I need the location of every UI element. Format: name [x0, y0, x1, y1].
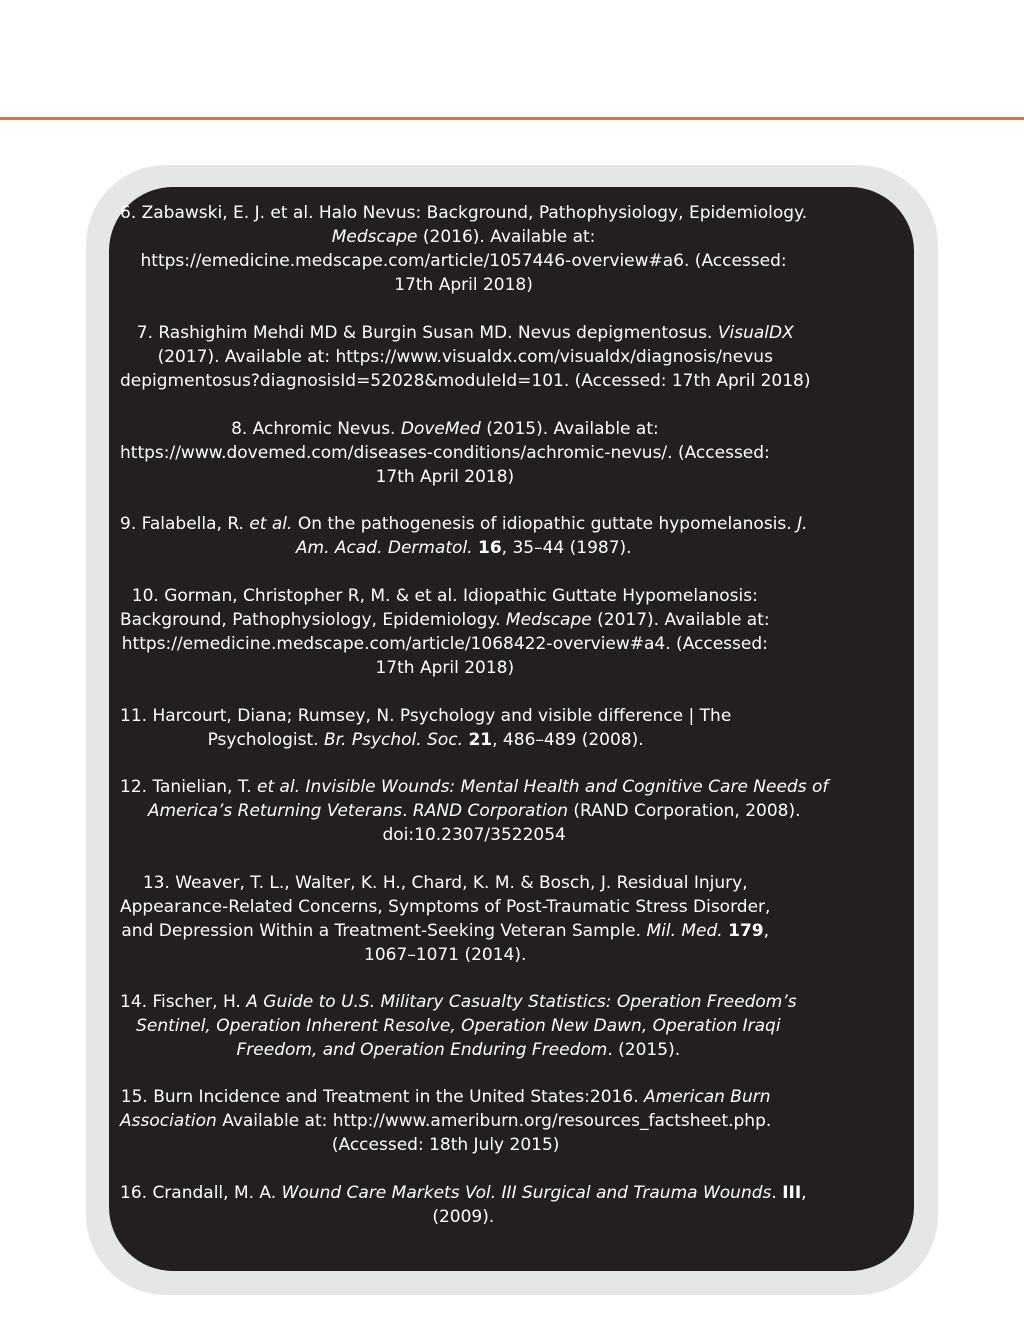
reference-line: https://emedicine.medscape.com/article/1057446-overview#a6. (Accessed:	[140, 251, 787, 271]
reference-item	[120, 775, 828, 847]
reference-line: 7. Rashighim Mehdi MD & Burgin Susan MD. Nevus depigmentosus. VisualDX	[136, 323, 794, 343]
reference-line: 16. Crandall, M. A. Wound Care Markets Vol. III Surgical and Trauma Wounds. III,	[120, 1183, 807, 1203]
reference-line: 17th April 2018)	[394, 275, 533, 295]
reference-item	[120, 871, 770, 967]
reference-line: Association Available at: http://www.ameriburn.org/resources_factsheet.php.	[120, 1111, 772, 1131]
reference-line: 17th April 2018)	[375, 658, 515, 678]
top-accent-rule	[0, 117, 1024, 120]
reference-line: 11. Harcourt, Diana; Rumsey, N. Psychology and visible difference | The	[120, 706, 732, 726]
reference-line: Sentinel, Operation Inherent Resolve, Operation New Dawn, Operation Iraqi	[136, 1016, 781, 1036]
reference-line: https://emedicine.medscape.com/article/1068422-overview#a4. (Accessed:	[121, 634, 768, 654]
reference-item	[120, 704, 731, 752]
reference-line: Background, Pathophysiology, Epidemiology. Medscape (2017). Available at:	[120, 610, 770, 630]
reference-line: 1067–1071 (2014).	[364, 945, 527, 965]
reference-item	[120, 584, 770, 680]
reference-item	[120, 321, 811, 393]
reference-item	[120, 512, 807, 560]
reference-item	[120, 1181, 807, 1229]
reference-line: 6. Zabawski, E. J. et al. Halo Nevus: Background, Pathophysiology, Epidemiology.	[120, 203, 808, 223]
reference-line: 9. Falabella, R. et al. On the pathogenesis of idiopathic guttate hypomelanosis. J.	[120, 514, 808, 534]
reference-line: 12. Tanielian, T. et al. Invisible Wounds: Mental Health and Cognitive Care Needs of	[120, 777, 829, 797]
reference-line: depigmentosus?diagnosisId=52028&moduleId=101. (Accessed: 17th April 2018)	[120, 371, 811, 391]
reference-line: and Depression Within a Treatment-Seeking Veteran Sample. Mil. Med. 179,	[121, 921, 770, 941]
reference-line: Psychologist. Br. Psychol. Soc. 21, 486–489 (2008).	[207, 730, 644, 750]
reference-item	[120, 201, 807, 297]
reference-line: Medscape (2016). Available at:	[331, 227, 596, 247]
reference-line: 14. Fischer, H. A Guide to U.S. Military Casualty Statistics: Operation Freedom’s	[120, 992, 797, 1012]
reference-line: Appearance-Related Concerns, Symptoms of Post-Traumatic Stress Disorder,	[120, 897, 771, 917]
reference-line: Am. Acad. Dermatol. 16, 35–44 (1987).	[295, 538, 632, 558]
reference-line: https://www.dovemed.com/diseases-conditions/achromic-nevus/. (Accessed:	[120, 443, 770, 463]
reference-line: (2017). Available at: https://www.visualdx.com/visualdx/diagnosis/nevus	[157, 347, 773, 367]
reference-line: (Accessed: 18th July 2015)	[331, 1135, 560, 1155]
reference-item	[120, 417, 770, 489]
reference-item	[120, 1085, 771, 1157]
reference-line: (2009).	[432, 1207, 495, 1227]
reference-item	[120, 990, 797, 1062]
reference-line: 15. Burn Incidence and Treatment in the United States:2016. American Burn	[120, 1087, 771, 1107]
reference-line: 10. Gorman, Christopher R, M. & et al. Idiopathic Guttate Hypomelanosis:	[131, 586, 758, 606]
reference-line: America’s Returning Veterans. RAND Corporation (RAND Corporation, 2008).	[147, 801, 801, 821]
reference-line: 8. Achromic Nevus. DoveMed (2015). Available at:	[231, 419, 659, 439]
reference-line: 13. Weaver, T. L., Walter, K. H., Chard, K. M. & Bosch, J. Residual Injury,	[142, 873, 748, 893]
reference-line: doi:10.2307/3522054	[382, 825, 566, 845]
reference-line: Freedom, and Operation Enduring Freedom. (2015).	[236, 1040, 681, 1060]
reference-line: 17th April 2018)	[375, 467, 515, 487]
